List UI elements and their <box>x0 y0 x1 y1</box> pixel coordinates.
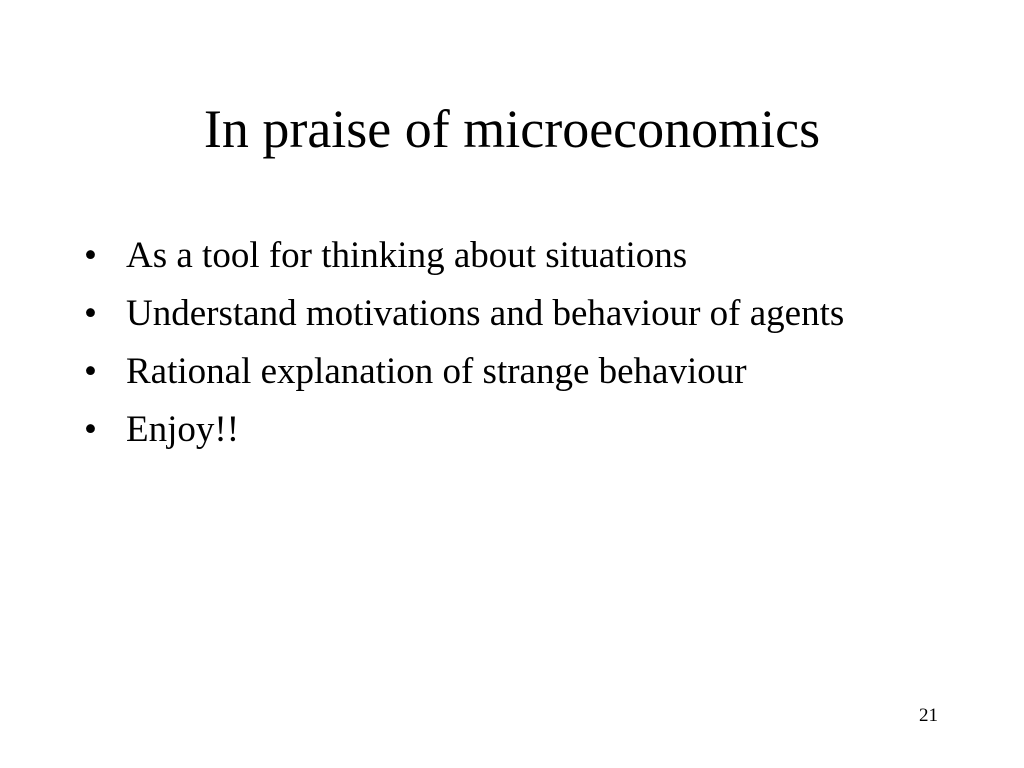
slide-title: In praise of microeconomics <box>203 99 821 159</box>
bullet-item <box>84 232 944 279</box>
bullet-marker: • <box>84 235 97 276</box>
bullet-list <box>84 232 944 464</box>
bullet-marker: • <box>84 409 97 450</box>
bullet-text: Understand motivations and behaviour of agents <box>126 293 845 334</box>
bullet-marker: • <box>84 351 97 392</box>
bullet-item <box>84 290 944 337</box>
bullet-item <box>84 406 944 453</box>
bullet-text: Rational explanation of strange behaviour <box>126 351 747 392</box>
bullet-text: Enjoy!! <box>126 409 240 450</box>
bullet-item <box>84 348 944 395</box>
bullet-marker: • <box>84 293 97 334</box>
bullet-text: As a tool for thinking about situations <box>126 235 688 276</box>
slide-number: 21 <box>919 705 938 726</box>
